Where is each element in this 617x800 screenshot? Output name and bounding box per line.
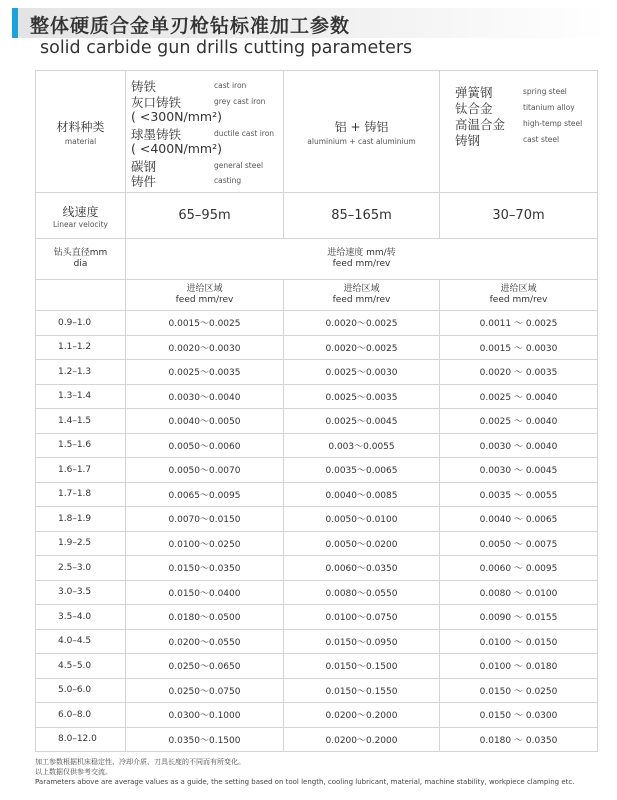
material-item-en: titanium alloy bbox=[523, 103, 575, 112]
dia-cell: 4.5–5.0 bbox=[36, 654, 126, 679]
feed-cell: 0.0150 ～ 0.0250 bbox=[440, 678, 598, 703]
footnote-cn-1: 加工参数根据机床稳定性、冷却介质、刀具长度的不同而有所变化。 bbox=[35, 758, 245, 766]
speed-label-cn: 线速度 bbox=[62, 204, 99, 219]
speed-label-cell bbox=[36, 193, 126, 239]
feed-zone-header bbox=[126, 280, 284, 311]
material-item-cn: 弹簧钢 bbox=[455, 85, 493, 100]
material-label-en: material bbox=[64, 136, 97, 146]
feed-cell: 0.0100～0.0250 bbox=[126, 531, 284, 556]
feed-cell: 0.0090 ～ 0.0155 bbox=[440, 605, 598, 630]
feed-zone-header bbox=[284, 280, 440, 311]
feed-cell: 0.0015 ～ 0.0030 bbox=[440, 335, 598, 360]
table-row bbox=[36, 384, 598, 409]
dia-cell: 0.9–1.0 bbox=[36, 311, 126, 336]
feed-cell: 0.0070～0.0150 bbox=[126, 507, 284, 532]
feed-cell: 0.0300～0.1000 bbox=[126, 703, 284, 728]
dia-cell: 2.5–3.0 bbox=[36, 556, 126, 581]
feed-zone-cn: 进给区域 bbox=[343, 284, 380, 294]
feed-cell: 0.0020～0.0025 bbox=[284, 311, 440, 336]
feed-zone-en: feed mm/rev bbox=[175, 295, 234, 305]
feed-cell: 0.0035 ～ 0.0055 bbox=[440, 482, 598, 507]
material-item-en: high-temp steel bbox=[523, 119, 583, 128]
feed-cell: 0.0025～0.0035 bbox=[126, 360, 284, 385]
dia-cell: 1.3–1.4 bbox=[36, 384, 126, 409]
dia-label-en: dia bbox=[73, 259, 88, 269]
feed-cell: 0.0030 ～ 0.0045 bbox=[440, 458, 598, 483]
feed-cell: 0.0015～0.0025 bbox=[126, 311, 284, 336]
dia-cell: 1.7–1.8 bbox=[36, 482, 126, 507]
table-row bbox=[36, 678, 598, 703]
material-item-en: general steel bbox=[214, 161, 264, 170]
table-row bbox=[36, 605, 598, 630]
feed-cell: 0.0025～0.0045 bbox=[284, 409, 440, 434]
feed-zone-en: feed mm/rev bbox=[489, 295, 548, 305]
feed-cell: 0.0011 ～ 0.0025 bbox=[440, 311, 598, 336]
material-row bbox=[36, 71, 598, 193]
dia-label-cell bbox=[36, 239, 126, 280]
feed-cell: 0.0080～0.0550 bbox=[284, 580, 440, 605]
feed-cell: 0.0100～0.0750 bbox=[284, 605, 440, 630]
feed-cell: 0.0030 ～ 0.0040 bbox=[440, 433, 598, 458]
speed-value: 65–95m bbox=[126, 193, 284, 239]
feed-cell: 0.0180～0.0500 bbox=[126, 605, 284, 630]
cutting-parameters-table bbox=[35, 70, 598, 752]
material-item-cn: 钛合金 bbox=[455, 101, 493, 116]
material-item-cn: 碳钢 bbox=[131, 159, 157, 174]
material-item-cn: 铸件 bbox=[131, 174, 157, 189]
table-row bbox=[36, 654, 598, 679]
dia-cell: 1.1–1.2 bbox=[36, 335, 126, 360]
table-row bbox=[36, 629, 598, 654]
feed-label-cn: 进给速度 mm/转 bbox=[327, 248, 396, 258]
table-row bbox=[36, 580, 598, 605]
material-group-1 bbox=[126, 71, 284, 193]
feed-zone-cn: 进给区域 bbox=[186, 284, 223, 294]
material-item-cn: ( <400N/mm²) bbox=[131, 141, 222, 156]
feed-cell: 0.003～0.0055 bbox=[284, 433, 440, 458]
feed-cell: 0.0025～0.0030 bbox=[284, 360, 440, 385]
table-row bbox=[36, 335, 598, 360]
material-item-en: grey cast iron bbox=[214, 97, 266, 106]
feed-cell: 0.0100 ～ 0.0180 bbox=[440, 654, 598, 679]
feed-zone-header bbox=[440, 280, 598, 311]
material-group-2 bbox=[284, 71, 440, 193]
dia-cell: 3.0–3.5 bbox=[36, 580, 126, 605]
feed-cell: 0.0035～0.0065 bbox=[284, 458, 440, 483]
dia-cell: 1.5–1.6 bbox=[36, 433, 126, 458]
feed-cell: 0.0040～0.0050 bbox=[126, 409, 284, 434]
feed-cell: 0.0040 ～ 0.0065 bbox=[440, 507, 598, 532]
material-item-cn: ( <300N/mm²) bbox=[131, 109, 222, 124]
speed-row bbox=[36, 193, 598, 239]
material-item-en: cast steel bbox=[523, 135, 560, 144]
material-item-en: aluminium + cast aluminium bbox=[307, 136, 416, 146]
feed-cell: 0.0060～0.0350 bbox=[284, 556, 440, 581]
speed-label-en: Linear velocity bbox=[52, 219, 108, 229]
feed-cell: 0.0150～0.0950 bbox=[284, 629, 440, 654]
table-row bbox=[36, 727, 598, 752]
feed-cell: 0.0150～0.1550 bbox=[284, 678, 440, 703]
material-item-en: cast iron bbox=[214, 81, 247, 90]
table-row bbox=[36, 556, 598, 581]
feed-zone-cn: 进给区域 bbox=[500, 284, 537, 294]
dia-cell: 1.2–1.3 bbox=[36, 360, 126, 385]
table-row bbox=[36, 482, 598, 507]
table-row bbox=[36, 360, 598, 385]
feed-cell: 0.0200～0.2000 bbox=[284, 703, 440, 728]
feed-cell: 0.0025 ～ 0.0040 bbox=[440, 384, 598, 409]
feed-zone-en: feed mm/rev bbox=[332, 295, 391, 305]
dia-cell: 1.6–1.7 bbox=[36, 458, 126, 483]
feed-cell: 0.0200～0.2000 bbox=[284, 727, 440, 752]
feed-zone-row bbox=[36, 280, 598, 311]
material-item-en: casting bbox=[214, 176, 242, 185]
dia-cell: 1.4–1.5 bbox=[36, 409, 126, 434]
page-title-en: solid carbide gun drills cutting parameters bbox=[40, 38, 413, 58]
table-row bbox=[36, 311, 598, 336]
feed-cell: 0.0200～0.0550 bbox=[126, 629, 284, 654]
dia-cell: 8.0–12.0 bbox=[36, 727, 126, 752]
material-item-cn: 灰口铸铁 bbox=[131, 95, 182, 110]
table-row bbox=[36, 433, 598, 458]
feed-cell: 0.0030～0.0040 bbox=[126, 384, 284, 409]
feed-label-en: feed mm/rev bbox=[332, 259, 391, 269]
material-item-cn: 球墨铸铁 bbox=[131, 127, 182, 142]
feed-cell: 0.0150～0.0350 bbox=[126, 556, 284, 581]
speed-value: 30–70m bbox=[440, 193, 598, 239]
table-row bbox=[36, 458, 598, 483]
feed-cell: 0.0150～0.0400 bbox=[126, 580, 284, 605]
table-row bbox=[36, 507, 598, 532]
material-item-en: spring steel bbox=[523, 87, 567, 96]
feed-cell: 0.0050～0.0200 bbox=[284, 531, 440, 556]
feed-label-cell bbox=[126, 239, 598, 280]
dia-cell: 4.0–4.5 bbox=[36, 629, 126, 654]
feed-cell: 0.0050～0.0100 bbox=[284, 507, 440, 532]
feed-cell: 0.0250～0.0650 bbox=[126, 654, 284, 679]
dia-cell: 1.8–1.9 bbox=[36, 507, 126, 532]
data-rows bbox=[36, 311, 598, 752]
feed-cell: 0.0150 ～ 0.0300 bbox=[440, 703, 598, 728]
footnote-en: Parameters above are average values as a guide, the setting based on tool length, cooling lubricant, material, machine stability, workpiece clamping etc. bbox=[35, 778, 575, 786]
feed-cell: 0.0020～0.0025 bbox=[284, 335, 440, 360]
feed-cell: 0.0050～0.0060 bbox=[126, 433, 284, 458]
material-label-cn: 材料种类 bbox=[56, 119, 105, 134]
material-label-cell bbox=[36, 71, 126, 193]
feed-header-row bbox=[36, 239, 598, 280]
feed-cell: 0.0180 ～ 0.0350 bbox=[440, 727, 598, 752]
header-accent-bar bbox=[12, 8, 18, 38]
feed-cell: 0.0250～0.0750 bbox=[126, 678, 284, 703]
speed-value: 85–165m bbox=[284, 193, 440, 239]
feed-cell: 0.0040～0.0085 bbox=[284, 482, 440, 507]
feed-cell: 0.0025～0.0035 bbox=[284, 384, 440, 409]
material-group-3 bbox=[440, 71, 598, 193]
material-item-cn: 铸铁 bbox=[131, 79, 157, 94]
material-item-en: ductile cast iron bbox=[214, 129, 275, 138]
feed-cell: 0.0020～0.0030 bbox=[126, 335, 284, 360]
footnotes bbox=[35, 757, 574, 787]
feed-cell: 0.0025 ～ 0.0040 bbox=[440, 409, 598, 434]
feed-cell: 0.0350～0.1500 bbox=[126, 727, 284, 752]
table-row bbox=[36, 703, 598, 728]
dia-cell: 6.0–8.0 bbox=[36, 703, 126, 728]
feed-cell: 0.0100 ～ 0.0150 bbox=[440, 629, 598, 654]
dia-label-cn: 钻头直径mm bbox=[53, 248, 108, 258]
table-row bbox=[36, 409, 598, 434]
dia-cell: 5.0–6.0 bbox=[36, 678, 126, 703]
feed-cell: 0.0080 ～ 0.0100 bbox=[440, 580, 598, 605]
dia-cell: 1.9–2.5 bbox=[36, 531, 126, 556]
feed-cell: 0.0060 ～ 0.0095 bbox=[440, 556, 598, 581]
dia-cell: 3.5–4.0 bbox=[36, 605, 126, 630]
material-item-cn: 高温合金 bbox=[455, 117, 506, 132]
feed-cell: 0.0150～0.1500 bbox=[284, 654, 440, 679]
empty-cell bbox=[36, 280, 126, 311]
footnote-cn-2: 以上数据仅供参考交流。 bbox=[35, 768, 112, 776]
feed-cell: 0.0050～0.0070 bbox=[126, 458, 284, 483]
page-title-cn: 整体硬质合金单刃枪钻标准加工参数 bbox=[30, 15, 351, 37]
table-row bbox=[36, 531, 598, 556]
material-item-cn: 铝 + 铸铝 bbox=[334, 119, 389, 134]
feed-cell: 0.0050 ～ 0.0075 bbox=[440, 531, 598, 556]
feed-cell: 0.0020 ～ 0.0035 bbox=[440, 360, 598, 385]
feed-cell: 0.0065～0.0095 bbox=[126, 482, 284, 507]
material-item-cn: 铸钢 bbox=[455, 133, 481, 148]
